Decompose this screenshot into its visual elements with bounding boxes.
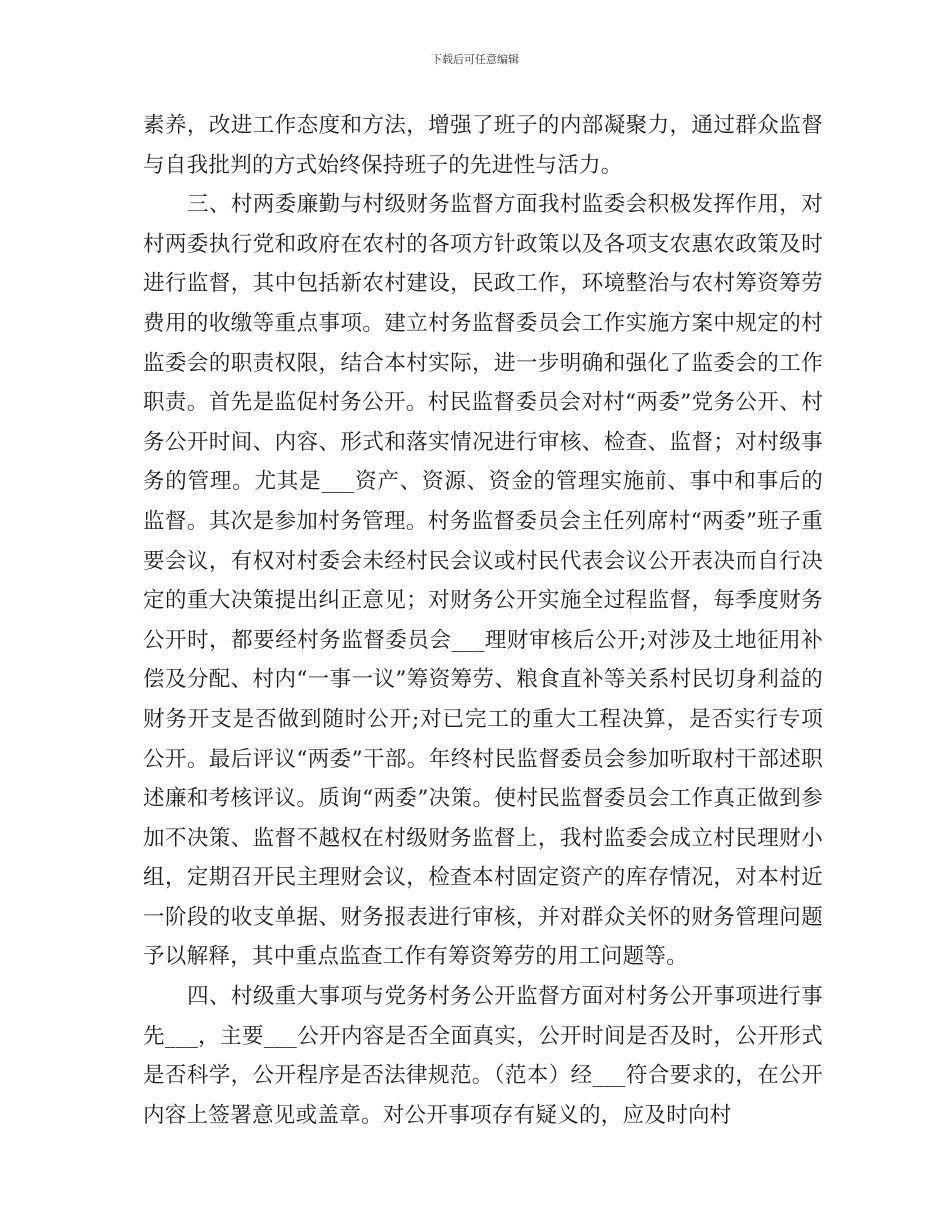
paragraph-continuation: 素养，改进工作态度和方法，增强了班子的内部凝聚力，通过群众监督与自我批判的方式始终保持班子的先进性与活力。 (143, 113, 823, 178)
paragraph-section-four: 四、村级重大事项与党务村务公开监督方面对村务公开事项进行事先___，主要___公开内容是否全面真实，公开时间是否及时，公开形式是否科学，公开程序是否法律规范。（范本）经___符合要求的，在公开内容上签署意见或盖章。对公开事项存有疑义的，应及时向村 (143, 984, 823, 1128)
paragraph-section-three: 三、村两委廉勤与村级财务监督方面我村监委会积极发挥作用，对村两委执行党和政府在农村的各项方针政策以及各项支农惠农政策及时进行监督，其中包括新农村建设，民政工作，环境整治与农村筹资筹劳费用的收缴等重点事项。建立村务监督委员会工作实施方案中规定的村监委会的职责权限，结合本村实际，进一步明确和强化了监委会的工作职责。首先是监促村务公开。村民监督委员会对村“两委”党务公开、村务公开时间、内容、形式和落实情况进行审核、检查、监督；对村级事务的管理。尤其是___资产、资源、资金的管理实施前、事中和事后的监督。其次是参加村务管理。村务监督委员会主任列席村“两委”班子重要会议，有权对村委会未经村民会议或村民代表会议公开表决而自行决定的重大决策提出纠正意见；对财务公开实施全过程监督，每季度财务公开时，都要经村务监督委员会___理财审核后公开;对涉及土地征用补偿及分配、村内“一事一议”筹资筹劳、粮食直补等关系村民切身利益的财务开支是否做到随时公开;对已完工的重大工程决算，是否实行专项公开。最后评议“两委”干部。年终村民监督委员会参加听取村干部述职述廉和考核评议。质询“两委”决策。使村民监督委员会工作真正做到参加不决策、监督不越权在村级财务监督上，我村监委会成立村民理财小组，定期召开民主理财会议，检查本村固定资产的库存情况，对本村近一阶段的收支单据、财务报表进行审核，并对群众关怀的财务管理问题予以解释，其中重点监查工作有筹资筹劳的用工问题等。 (143, 192, 823, 970)
page-header: 下载后可任意编辑 (431, 53, 519, 66)
document-body (143, 106, 823, 1135)
